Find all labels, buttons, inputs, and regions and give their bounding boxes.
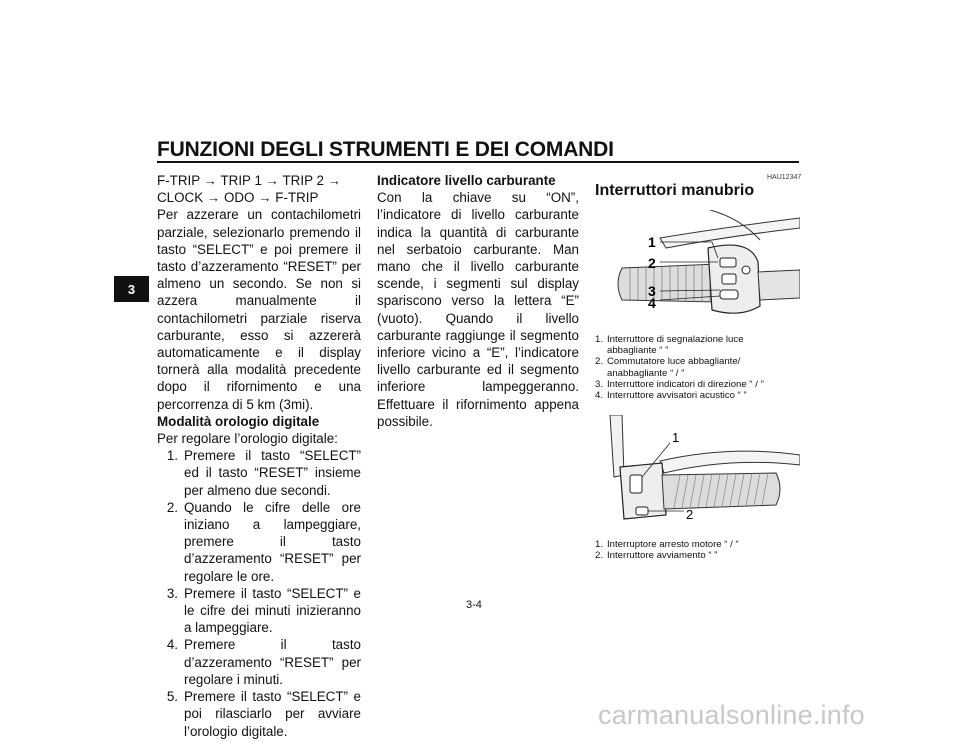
section-heading: Interruttori manubrio bbox=[595, 182, 755, 199]
clock-steps bbox=[157, 447, 361, 739]
list-item: 2. Quando le cifre delle ore iniziano a lampeggiare, premere il tasto d’azzeramento “RESET” per regolare le ore. bbox=[166, 499, 361, 584]
trip-reset-paragraph: Per azzerare un contachilometri parziale, selezionarlo premendo il tasto “SELECT” e poi premere il tasto d’azzeramento “RESET” per almeno un secondo. Se non si azzera manualmente il contachilometri parziale riserva carburante, esso si azzererà automaticamente e il display tornerà alla modalità precedente dopo il rifornimento e una percorrenza di 5 km (3mi). bbox=[157, 207, 361, 412]
clock-intro: Per regolare l’orologio digitale: bbox=[157, 431, 338, 447]
callout-3: 3 bbox=[648, 283, 656, 299]
caption-item: 2. Commutatore luce abbagliante/ anabbagliante “ / ” bbox=[595, 356, 741, 379]
caption-item: 1. Interruptore arresto motore “ / “ bbox=[595, 539, 739, 550]
list-item: 3. Premere il tasto “SELECT” e le cifre dei minuti inizieranno a lampeggiare. bbox=[166, 585, 361, 636]
page-title: FUNZIONI DEGLI STRUMENTI E DEI COMANDI bbox=[157, 138, 614, 161]
title-rule bbox=[157, 161, 799, 163]
callout-2: 2 bbox=[686, 507, 694, 522]
trip-sequence: F-TRIP → TRIP 1 → TRIP 2 → CLOCK → ODO → F-TRIP bbox=[157, 173, 342, 206]
list-item: 4. Premere il tasto d’azzeramento “RESET” per regolare i minuti. bbox=[166, 637, 361, 687]
list-item: 1. Premere il tasto “SELECT” ed il tasto “RESET” insieme per almeno due secondi. bbox=[166, 448, 361, 498]
caption-item: 3. Interruttore indicatori di direzione “ / ” bbox=[595, 378, 764, 390]
right-handlebar-figure bbox=[600, 415, 800, 525]
watermark: carmanualsonline.info bbox=[598, 700, 865, 730]
page-number: 3-4 bbox=[466, 599, 482, 611]
fuel-gauge-heading: Indicatore livello carburante bbox=[377, 173, 556, 188]
clock-heading: Modalità orologio digitale bbox=[157, 413, 320, 429]
figure1-captions bbox=[595, 334, 795, 401]
fuel-gauge-body: Con la chiave su “ON”, l’indicatore di livello carburante indica la quantità di carburante nel serbatoio carburante. Man mano che il livello carburante scende, i segmenti sul display spariscono verso la lettera “E” (vuoto). Quando il livello carburante raggiunge il segmento inferiore vicino a “E”, l’indicatore livello carburante ed il segmento inferiore lampeggeranno. Effettuare il rifornimento appena possibile. bbox=[377, 190, 579, 429]
caption-item: 1. Interruttore di segnalazione luce abbagliante “ ” bbox=[595, 334, 744, 357]
caption-item: 4. Interruttore avvisatori acustico “ ” bbox=[595, 390, 747, 402]
caption-item: 2. Interruttore avviamento “ ” bbox=[595, 550, 718, 562]
column-left bbox=[157, 172, 361, 740]
callout-1: 1 bbox=[672, 430, 680, 445]
callout-4: 4 bbox=[648, 295, 656, 311]
left-handlebar-figure bbox=[600, 210, 800, 328]
figure2-captions bbox=[595, 539, 795, 561]
section-code: HAU12347 bbox=[767, 174, 802, 181]
callout-1: 1 bbox=[648, 234, 656, 250]
callout-2: 2 bbox=[648, 255, 656, 271]
section-tab: 3 bbox=[114, 276, 149, 302]
list-item: 5. Premere il tasto “SELECT” e poi rilasciarlo per avviare l’orologio digitale. bbox=[166, 689, 361, 739]
column-middle bbox=[377, 172, 579, 430]
